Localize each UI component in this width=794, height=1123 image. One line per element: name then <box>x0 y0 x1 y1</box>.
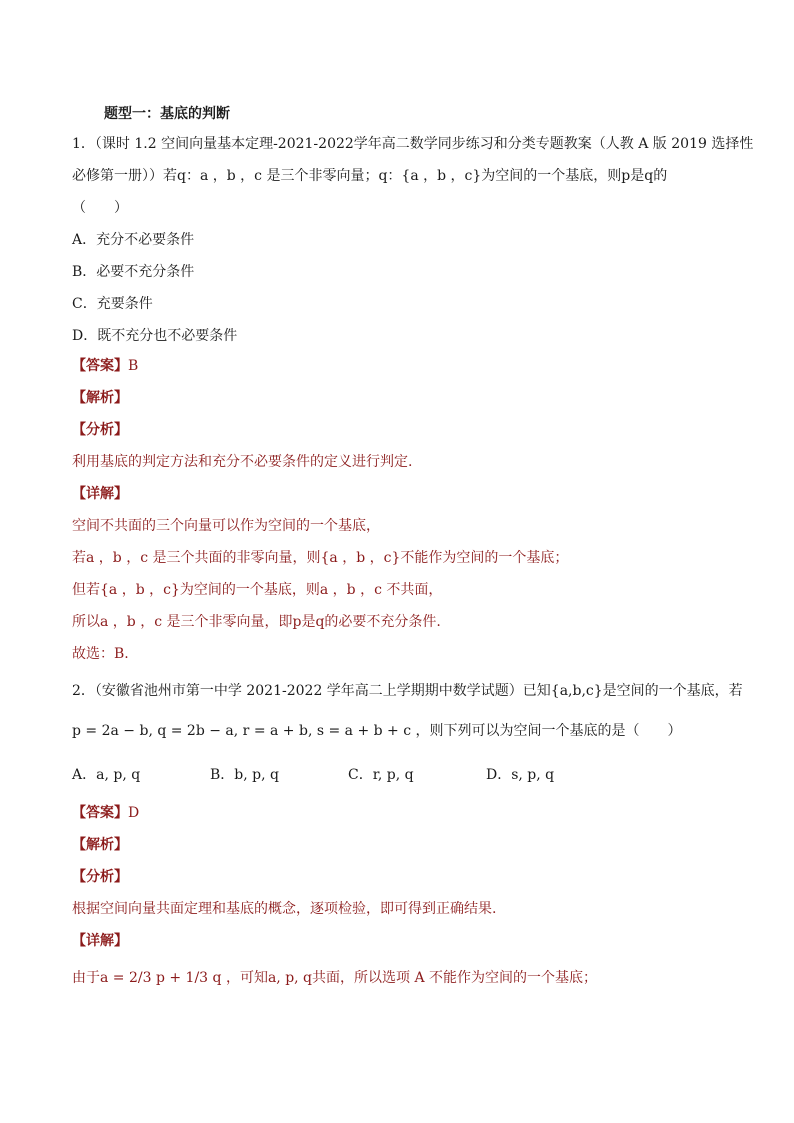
q2-option-d: D．s, p, q <box>486 767 555 783</box>
q1-xiangjie-label: 【详解】 <box>72 486 128 502</box>
answer-label: 【答案】 <box>72 358 128 374</box>
section-title: 题型一：基底的判断 <box>104 106 230 122</box>
q1-detail-line2: 若a ，b ，c 是三个共面的非零向量，则{a ，b ，c}不能作为空间的一个基底； <box>72 550 569 566</box>
q2-detail-line: 由于a = 2/3 p + 1/3 q ，可知a, p, q共面，所以选项 A 不能作为空间的一个基底； <box>72 970 598 986</box>
q2-jiexi-label: 【解析】 <box>72 837 128 853</box>
q1-option-b: B．必要不充分条件 <box>72 264 195 280</box>
q2-stem-line1: 2．（安徽省池州市第一中学 2021-2022 学年高二上学期期中数学试题）已知{a,b,c}是空间的一个基底，若 <box>72 683 743 699</box>
q1-detail-line3: 但若{a ，b ，c}为空间的一个基底，则a ，b ，c 不共面， <box>72 582 443 598</box>
q1-conclusion: 故选：B. <box>72 646 129 662</box>
q1-jiexi-label: 【解析】 <box>72 390 128 406</box>
q2-option-a: A．a, p, q <box>72 767 141 783</box>
answer-value: D <box>128 805 140 821</box>
answer-value: B <box>128 358 139 374</box>
q2-answer-row <box>72 803 734 823</box>
q1-stem-line2: 必修第一册））若q：a ，b ，c 是三个非零向量；q：{a ，b ，c}为空间的一个基底，则p是q的 <box>72 168 668 184</box>
q1-option-d: D．既不充分也不必要条件 <box>72 328 238 344</box>
q1-option-c: C．充要条件 <box>72 296 153 312</box>
q2-option-c: C．r, p, q <box>348 767 414 783</box>
q2-option-b: B．b, p, q <box>210 767 279 783</box>
q2-fenxi-label: 【分析】 <box>72 869 128 885</box>
q2-fenxi-text: 根据空间向量共面定理和基底的概念，逐项检验，即可得到正确结果. <box>72 901 497 917</box>
q1-detail-line4: 所以a ，b ，c 是三个非零向量，即p是q的必要不充分条件. <box>72 614 441 630</box>
q1-option-a: A．充分不必要条件 <box>72 232 195 248</box>
q1-fenxi-label: 【分析】 <box>72 422 128 438</box>
q1-answer-row <box>72 356 734 376</box>
q1-fenxi-text: 利用基底的判定方法和充分不必要条件的定义进行判定. <box>72 454 413 470</box>
answer-label: 【答案】 <box>72 805 128 821</box>
q1-stem-line1: 1．（课时 1.2 空间向量基本定理-2021-2022学年高二数学同步练习和分类专题教案（人教 A 版 2019 选择性 <box>72 136 754 152</box>
q2-stem-line2: p = 2a − b, q = 2b − a, r = a + b, s = a + b + c ，则下列可以为空间一个基底的是（ ） <box>72 723 682 739</box>
q2-xiangjie-label: 【详解】 <box>72 933 128 949</box>
q1-detail-line1: 空间不共面的三个向量可以作为空间的一个基底， <box>72 518 380 534</box>
q1-stem-line3: （ ） <box>72 200 128 216</box>
